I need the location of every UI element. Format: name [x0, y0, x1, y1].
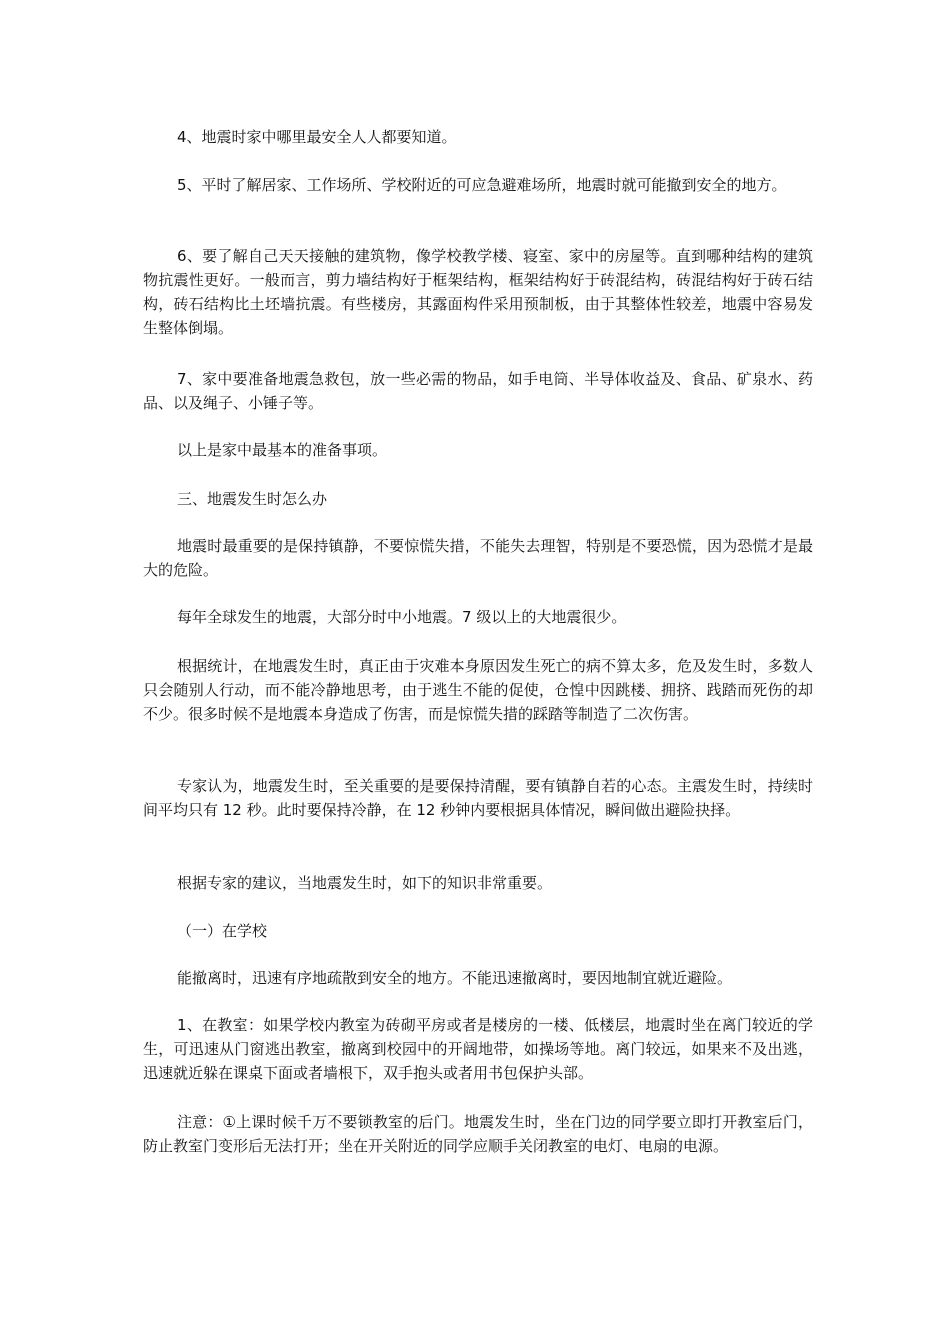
- paragraph-item-6: 6、要了解自己天天接触的建筑物，像学校教学楼、寝室、家中的房屋等。直到哪种结构的建筑物抗震性更好。一般而言，剪力墙结构好于框架结构，框架结构好于砖混结构，砖混结构好于砖石结构，砖石结构比土坯墙抗震。有些楼房，其露面构件采用预制板，由于其整体性较差，地震中容易发生整体倒塌。: [143, 247, 813, 337]
- paragraph-item-4: 4、地震时家中哪里最安全人人都要知道。: [177, 128, 457, 146]
- paragraph-item-5: 5、平时了解居家、工作场所、学校附近的可应急避难场所，地震时就可能撤到安全的地方。: [177, 176, 787, 194]
- paragraph-evacuate: 能撤离时，迅速有序地疏散到安全的地方。不能迅速撤离时，要因地制宜就近避险。: [177, 969, 733, 987]
- paragraph-summary: 以上是家中最基本的准备事项。: [177, 441, 388, 459]
- paragraph-expert-advice: 根据专家的建议，当地震发生时，如下的知识非常重要。: [177, 874, 553, 892]
- paragraph-classroom: 1、在教室：如果学校内教室为砖砌平房或者是楼房的一楼、低楼层，地震时坐在离门较近的学生，可迅速从门窗逃出教室，撤离到校园中的开阔地带，如操场等地。离门较远，如果来不及出逃，迅速就近躲在课桌下面或者墙根下，双手抱头或者用书包保护头部。: [143, 1016, 813, 1082]
- subsection-heading-school: （一）在学校: [177, 922, 268, 940]
- paragraph-annual-quakes: 每年全球发生的地震，大部分时中小地震。7 级以上的大地震很少。: [177, 608, 627, 626]
- paragraph-note: 注意：①上课时候千万不要锁教室的后门。地震发生时，坐在门边的同学要立即打开教室后门，防止教室门变形后无法打开；坐在开关附近的同学应顺手关闭教室的电灯、电扇的电源。: [143, 1113, 813, 1155]
- paragraph-expert-view: 专家认为，地震发生时，至关重要的是要保持清醒，要有镇静自若的心态。主震发生时，持续时间平均只有 12 秒。此时要保持冷静，在 12 秒钟内要根据具体情况，瞬间做出避险抉择。: [143, 777, 813, 819]
- paragraph-item-7: 7、家中要准备地震急救包，放一些必需的物品，如手电筒、半导体收益及、食品、矿泉水、药品、以及绳子、小锤子等。: [143, 370, 813, 412]
- paragraph-statistics: 根据统计，在地震发生时，真正由于灾难本身原因发生死亡的病不算太多，危及发生时，多数人只会随别人行动，而不能冷静地思考，由于逃生不能的促使，仓惶中因跳楼、拥挤、践踏而死伤的却不少。很多时候不是地震本身造成了伤害，而是惊慌失措的踩踏等制造了二次伤害。: [143, 657, 813, 723]
- section-heading-3: 三、地震发生时怎么办: [177, 490, 328, 508]
- paragraph-stay-calm: 地震时最重要的是保持镇静，不要惊慌失措，不能失去理智，特别是不要恐慌，因为恐慌才是最大的危险。: [143, 537, 813, 579]
